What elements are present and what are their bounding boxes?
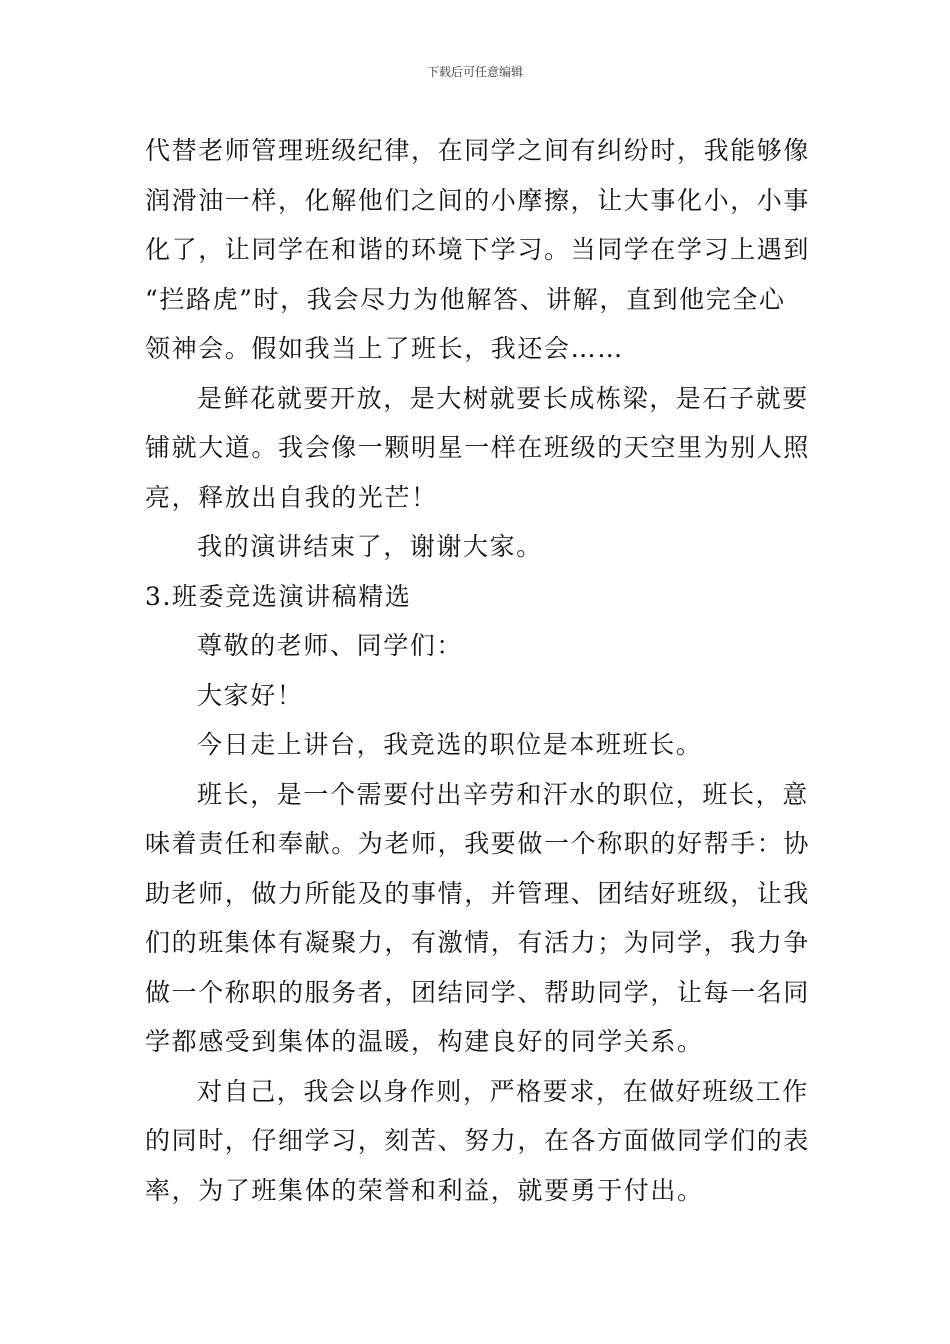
body-line: 学都感受到集体的温暖，构建良好的同学关系。: [145, 1027, 704, 1056]
body-line: 助老师，做力所能及的事情，并管理、团结好班级，让我: [145, 878, 811, 908]
page-header-note: 下载后可任意编辑: [426, 65, 523, 79]
body-line: 班长，是一个需要付出辛劳和汗水的职位，班长，意: [197, 779, 809, 809]
greeting: 大家好！: [197, 680, 304, 710]
section-heading: 3.班委竞选演讲稿精选: [145, 581, 412, 611]
body-line: 铺就大道。我会像一颗明星一样在班级的天空里为别人照: [145, 433, 811, 462]
body-line: 代替老师管理班级纪律，在同学之间有纠纷时，我能够像: [145, 136, 811, 165]
body-line: 我的演讲结束了，谢谢大家。: [197, 532, 543, 561]
body-line: 是鲜花就要开放，是大树就要长成栋梁，是石子就要: [197, 383, 809, 413]
body-line: 润滑油一样，化解他们之间的小摩擦，让大事化小，小事: [145, 185, 811, 215]
body-line: 率，为了班集体的荣誉和利益，就要勇于付出。: [145, 1175, 704, 1205]
body-line: 化了，让同学在和谐的环境下学习。当同学在学习上遇到: [145, 235, 811, 264]
body-line: 对自己，我会以身作则，严格要求，在做好班级工作: [197, 1076, 809, 1106]
body-line: 做一个称职的服务者，团结同学、帮助同学，让每一名同: [145, 977, 811, 1007]
body-line: “拦路虎”时，我会尽力为他解答、讲解，直到他完全心: [145, 284, 786, 314]
body-line: 领神会。假如我当上了班长，我还会……: [145, 334, 624, 363]
body-line: 的同时，仔细学习，刻苦、努力，在各方面做同学们的表: [145, 1126, 811, 1155]
body-line: 亮，释放出自我的光芒！: [145, 482, 438, 512]
body-line: 们的班集体有凝聚力，有激情，有活力；为同学，我力争: [145, 928, 811, 957]
body-line: 今日走上讲台，我竞选的职位是本班班长。: [197, 730, 703, 759]
salutation: 尊敬的老师、同学们：: [197, 631, 464, 660]
document-body: [145, 126, 813, 1215]
body-line: 味着责任和奉献。为老师，我要做一个称职的好帮手：协: [145, 829, 811, 858]
